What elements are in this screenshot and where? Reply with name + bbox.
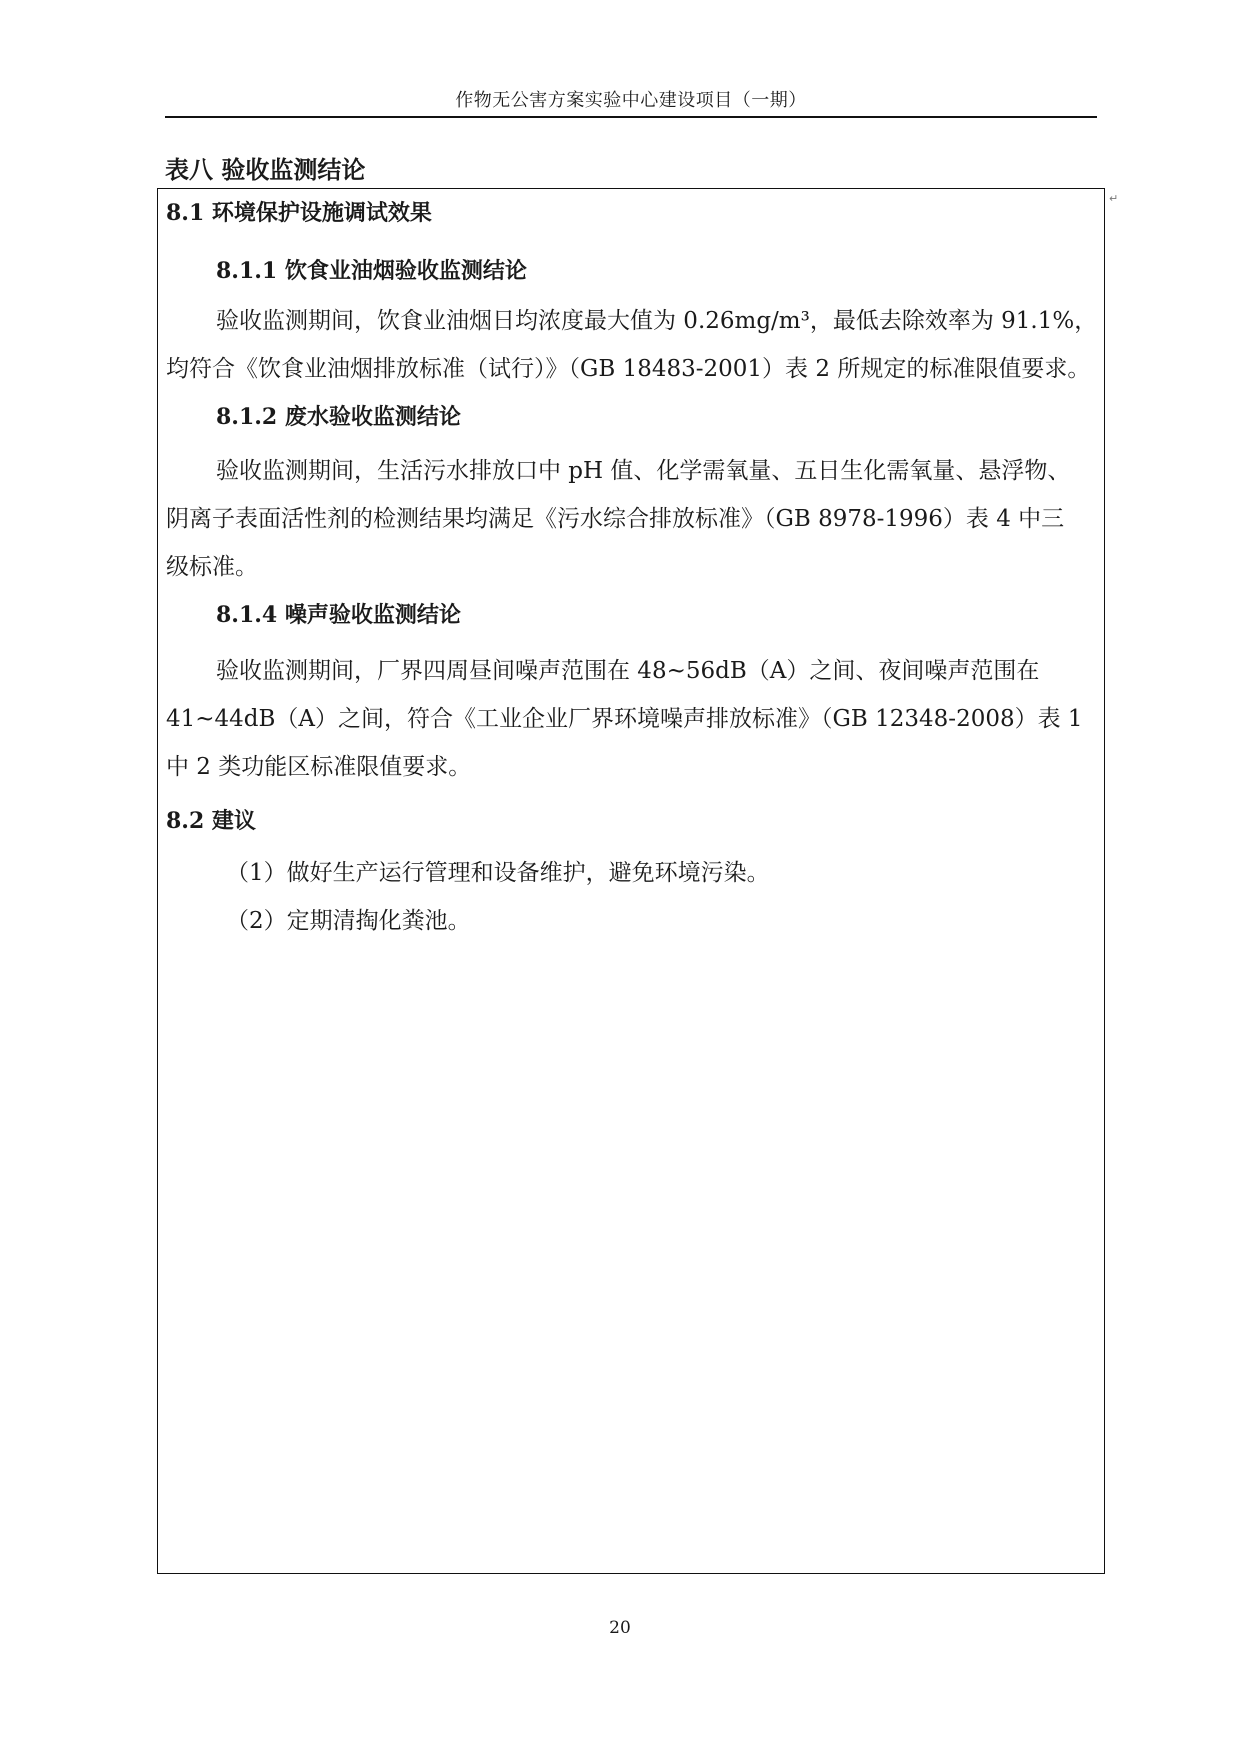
section-8-1-2-line: 验收监测期间，生活污水排放口中 pH 值、化学需氧量、五日生化需氧量、悬浮物、	[216, 458, 1071, 484]
suggestion-item: （2）定期清掏化粪池。	[226, 908, 471, 934]
section-8-1-2-line: 阴离子表面活性剂的检测结果均满足《污水综合排放标准》（GB 8978-1996）表 4 中三	[166, 506, 1065, 532]
section-8-1-4-line: 验收监测期间，厂界四周昼间噪声范围在 48~56dB（A）之间、夜间噪声范围在	[216, 658, 1040, 684]
table-caption: 表八 验收监测结论	[165, 156, 366, 184]
section-8-1-4-line: 中 2 类功能区标准限值要求。	[166, 754, 472, 780]
section-8-1-title: 8.1 环境保护设施调试效果	[166, 200, 432, 226]
section-8-1-2-line: 级标准。	[166, 554, 258, 580]
section-8-1-1-line: 验收监测期间，饮食业油烟日均浓度最大值为 0.26mg/m³，最低去除效率为 91.1%，	[216, 308, 1098, 334]
section-8-1-1-title: 8.1.1 饮食业油烟验收监测结论	[216, 258, 527, 284]
section-8-1-1-line: 均符合《饮食业油烟排放标准（试行）》（GB 18483-2001）表 2 所规定的标准限值要求。	[166, 356, 1091, 382]
paragraph-mark-icon: ↵	[1109, 192, 1119, 205]
section-8-1-4-title: 8.1.4 噪声验收监测结论	[216, 602, 461, 628]
page-number: 20	[609, 1618, 631, 1638]
header-rule	[165, 116, 1097, 118]
section-8-1-4-line: 41~44dB（A）之间，符合《工业企业厂界环境噪声排放标准》（GB 12348-2008）表 1	[166, 706, 1083, 732]
section-8-2-title: 8.2 建议	[166, 808, 256, 834]
section-8-1-2-title: 8.1.2 废水验收监测结论	[216, 404, 461, 430]
suggestion-item: （1）做好生产运行管理和设备维护，避免环境污染。	[226, 860, 770, 886]
running-header: 作物无公害方案实验中心建设项目（一期）	[455, 90, 807, 111]
